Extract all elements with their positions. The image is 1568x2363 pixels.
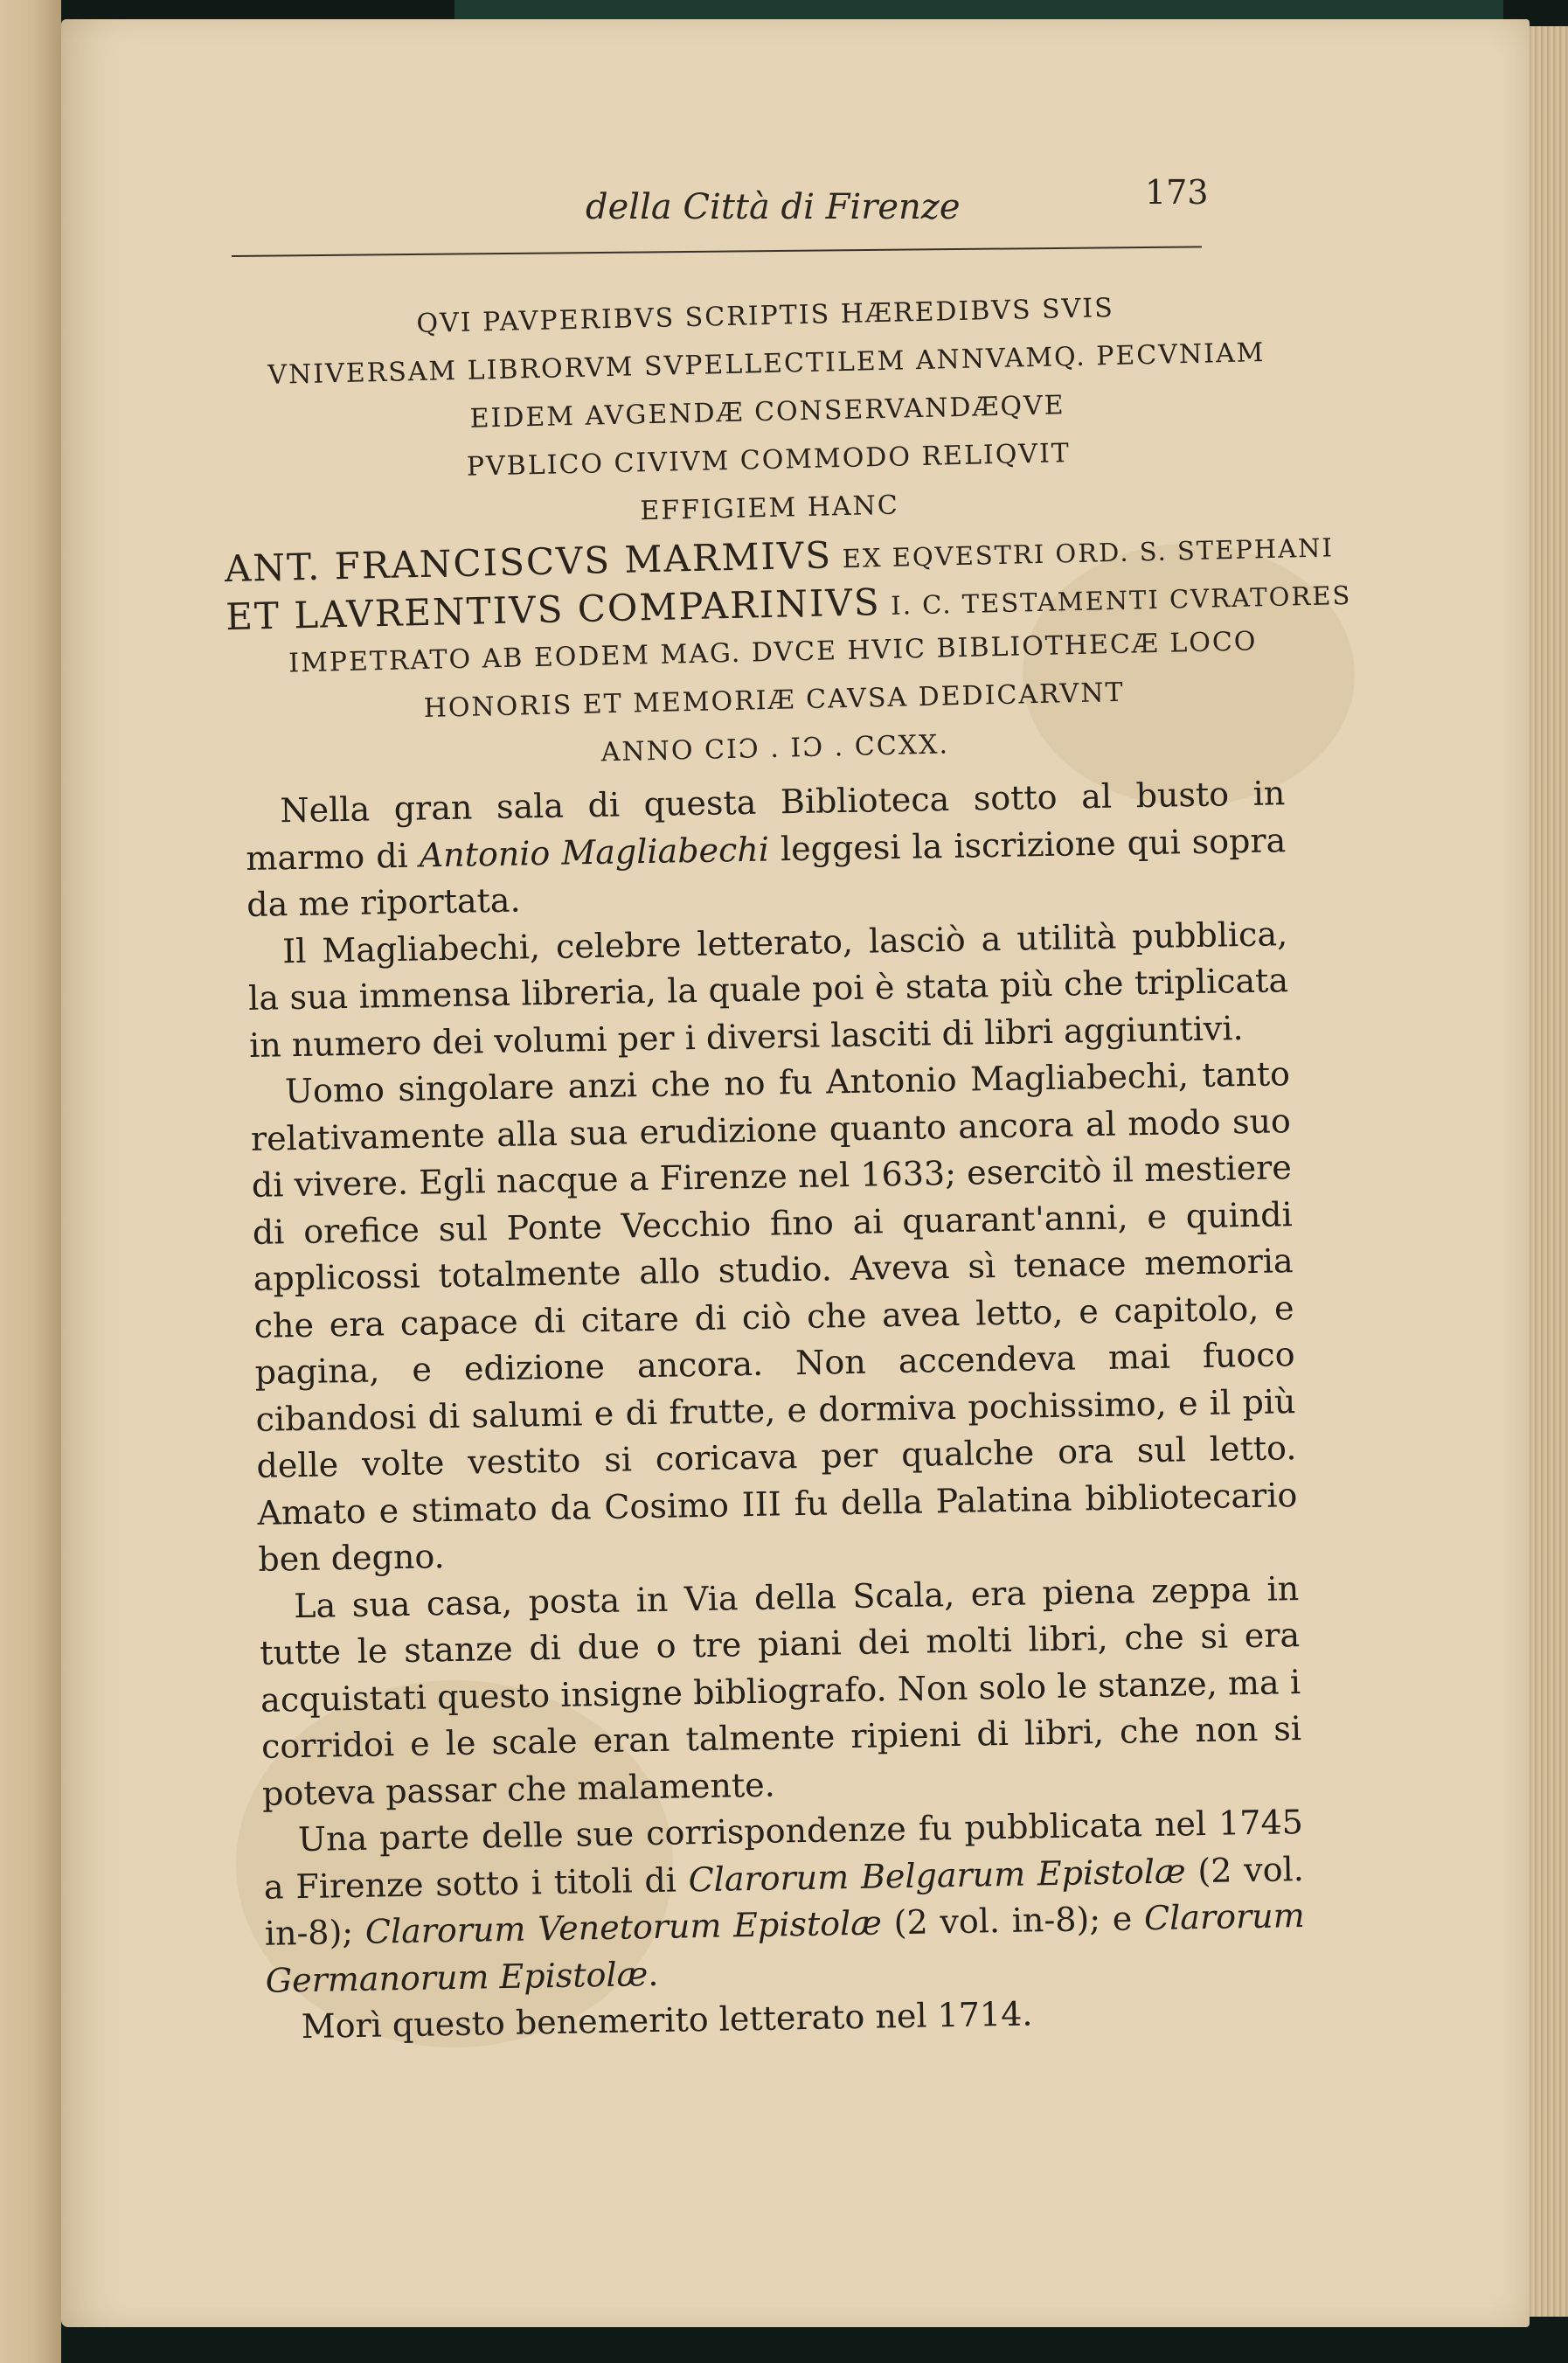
body-text xyxy=(245,770,1307,2051)
page-number: 173 xyxy=(1145,173,1209,212)
book-title: Clarorum Venetorum Epistolæ xyxy=(364,1903,883,1951)
paragraph: Morì questo benemerito letterato nel 1714. xyxy=(301,1994,1033,2047)
book-gutter xyxy=(0,0,61,2363)
text-run: leggesi la iscrizione qui sopra da me riportata. xyxy=(246,820,1287,924)
paragraph: Il Magliabechi, celebre letterato, lasciò a utilità pubblica, la sua immensa libreria, la quale poi è stata più che triplicata in numero dei volumi per i diversi lasciti di libri aggiuntivi. xyxy=(247,914,1289,1065)
inscription-line: PVBLICO CIVIVM COMMODO RELIQVIT xyxy=(466,438,1072,483)
inscription-line: VNIVERSAM LIBRORVM SVPELLECTILEM ANNVAMQ. PECVNIAM xyxy=(267,337,1266,391)
person-name: Antonio Magliabechi xyxy=(419,830,770,875)
inscription-name: ET LAVRENTIVS COMPARINIVS xyxy=(225,580,882,639)
text-run: . xyxy=(647,1954,659,1993)
paragraph: Uomo singolare anzi che no fu Antonio Magliabechi, tanto relativamente alla sua erudizione quanto ancora al modo suo di vivere. Egli nacque a Firenze nel 1633; esercitò il mestiere di orefice sul Ponte Vecchio fino ai quarant'anni, e quindi applicossi totalmente allo studio. Aveva sì tenace memoria che era capace di citare di ciò che avea letto, e capitolo, e pagina, e edizione ancora. Non accendeva mai fuoco cibandosi di salumi e di frutte, e dormiva pochissimo, e il più delle volte vestito si coricava per qualche ora sul letto. Amato e stimato da Cosimo III fu della Palatina bibliotecario ben degno. xyxy=(250,1054,1298,1579)
inscription-line: EFFIGIEM HANC xyxy=(640,490,900,527)
paragraph: La sua casa, posta in Via della Scala, era piena zeppa in tutte le stanze di due o tre piani dei molti libri, che si era acquistati questo insigne bibliografo. Non solo le stanze, ma i corridoi e le scale eran talmente ripieni di libri, che non si poteva passar che malamente. xyxy=(259,1568,1302,1813)
text-run: (2 vol. in-8); e xyxy=(881,1899,1145,1943)
inscription-line: IMPETRATO AB EODEM MAG. DVCE HVIC BIBLIOTHECÆ LOCO xyxy=(288,626,1258,679)
book-title: Clarorum Germanorum Epistolæ xyxy=(265,1896,1306,2000)
inscription-line: EIDEM AVGENDÆ CONSERVANDÆQVE xyxy=(469,390,1065,434)
book-page xyxy=(61,19,1530,2327)
text-run: Una parte delle sue corrispondenze fu pubblicata nel 1745 a Firenze sotto i titoli di xyxy=(263,1803,1304,1907)
inscription-line: QVI PAVPERIBVS SCRIPTIS HÆREDIBVS SVIS xyxy=(416,292,1115,340)
running-head: della Città di Firenze xyxy=(586,187,961,227)
header-rule xyxy=(232,246,1202,257)
page-edges xyxy=(1525,26,1568,2317)
inscription-name: ANT. FRANCISCVS MARMIVS xyxy=(224,533,833,591)
latin-inscription xyxy=(219,280,1352,785)
book-title: Clarorum Belgarum Epistolæ xyxy=(688,1851,1187,1899)
inscription-title: EX EQVESTRI ORD. S. STEPHANI xyxy=(842,532,1335,574)
inscription-line: ANNO CIƆ . IƆ . CCXX. xyxy=(600,729,950,768)
inscription-line: HONORIS ET MEMORIÆ CAVSA DEDICARVNT xyxy=(423,677,1125,724)
inscription-title: I. C. TESTAMENTI CVRATORES xyxy=(890,580,1352,621)
paragraph xyxy=(245,770,1287,928)
paragraph xyxy=(263,1799,1307,2005)
text-run: Nella gran sala di questa Biblioteca sotto al busto in marmo di xyxy=(246,774,1286,878)
text-run: (2 vol. in-8); xyxy=(264,1849,1305,1953)
